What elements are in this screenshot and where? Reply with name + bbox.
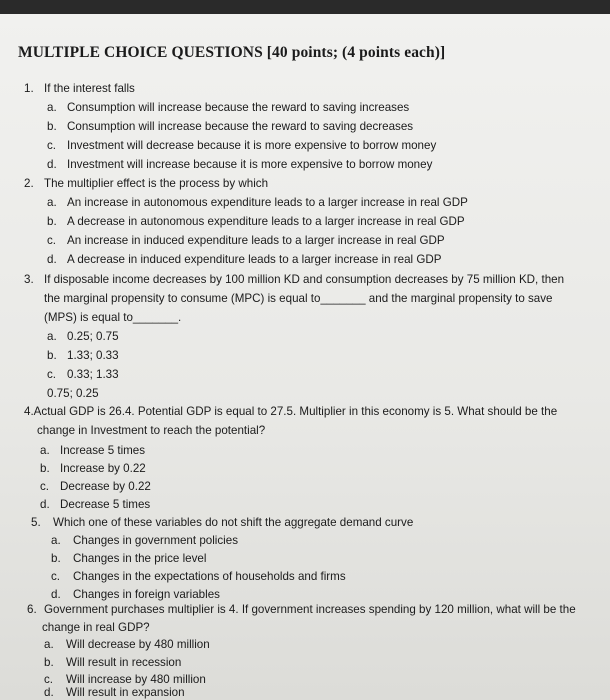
q5-option-d: d. Changes in foreign variables	[51, 588, 220, 601]
q4-option-b: b. Increase by 0.22	[40, 462, 146, 475]
question-1: 1. If the interest falls	[24, 82, 135, 95]
q4-option-a: a. Increase 5 times	[40, 444, 146, 457]
q3-option-b: b. 1.33; 0.33	[47, 349, 119, 362]
question-3: 3. If disposable income decreases by 100 million KD and consumption decreases by 75 million KD, then	[24, 273, 565, 286]
q6-option-c: c. Will increase by 480 million	[44, 673, 206, 686]
q4-option-c: c. Decrease by 0.22	[40, 480, 151, 493]
q3-option-c: c. 0.33; 1.33	[47, 368, 119, 381]
q5-option-b: b. Changes in the price level	[51, 552, 207, 565]
q1-option-d: d. Investment will increase because it is more expensive to borrow money	[47, 158, 433, 171]
q1-option-c: c. Investment will decrease because it is more expensive to borrow money	[47, 139, 437, 152]
question-6-line-2: change in real GDP?	[42, 621, 150, 634]
q3-option-a: a. 0.25; 0.75	[47, 330, 119, 343]
question-2: 2. The multiplier effect is the process by which	[24, 177, 269, 190]
q6-option-d: d. Will result in expansion	[44, 686, 185, 699]
q1-option-a: a. Consumption will increase because the reward to saving increases	[47, 101, 410, 114]
q6-option-b: b. Will result in recession	[44, 656, 182, 669]
question-3-line-2: the marginal propensity to consume (MPC) is equal to_______ and the marginal propensity to save	[44, 292, 553, 305]
q4-option-d: d. Decrease 5 times	[40, 498, 151, 511]
page-title: MULTIPLE CHOICE QUESTIONS [40 points; (4 points each)]	[18, 44, 446, 61]
question-3-line-3: (MPS) is equal to_______.	[44, 311, 182, 324]
q5-option-c: c. Changes in the expectations of households and firms	[51, 570, 346, 583]
question-4-line-2: change in Investment to reach the potential?	[37, 424, 266, 437]
q6-option-a: a. Will decrease by 480 million	[44, 638, 210, 651]
question-6: 6. Government purchases multiplier is 4. If government increases spending by 120 million, what will be the	[27, 603, 576, 616]
q2-option-a: a. An increase in autonomous expenditure leads to a larger increase in real GDP	[47, 196, 468, 209]
q2-option-d: d. A decrease in induced expenditure leads to a larger increase in real GDP	[47, 253, 442, 266]
q2-option-b: b. A decrease in autonomous expenditure leads to a larger increase in real GDP	[47, 215, 465, 228]
q1-option-b: b. Consumption will increase because the reward to saving decreases	[47, 120, 414, 133]
q3-option-d: 0.75; 0.25	[47, 387, 99, 400]
q5-option-a: a. Changes in government policies	[51, 534, 238, 547]
question-5: 5. Which one of these variables do not shift the aggregate demand curve	[31, 516, 414, 529]
q2-option-c: c. An increase in induced expenditure leads to a larger increase in real GDP	[47, 234, 445, 247]
question-4: 4.Actual GDP is 26.4. Potential GDP is equal to 27.5. Multiplier in this economy is 5. What should be the	[24, 405, 558, 418]
